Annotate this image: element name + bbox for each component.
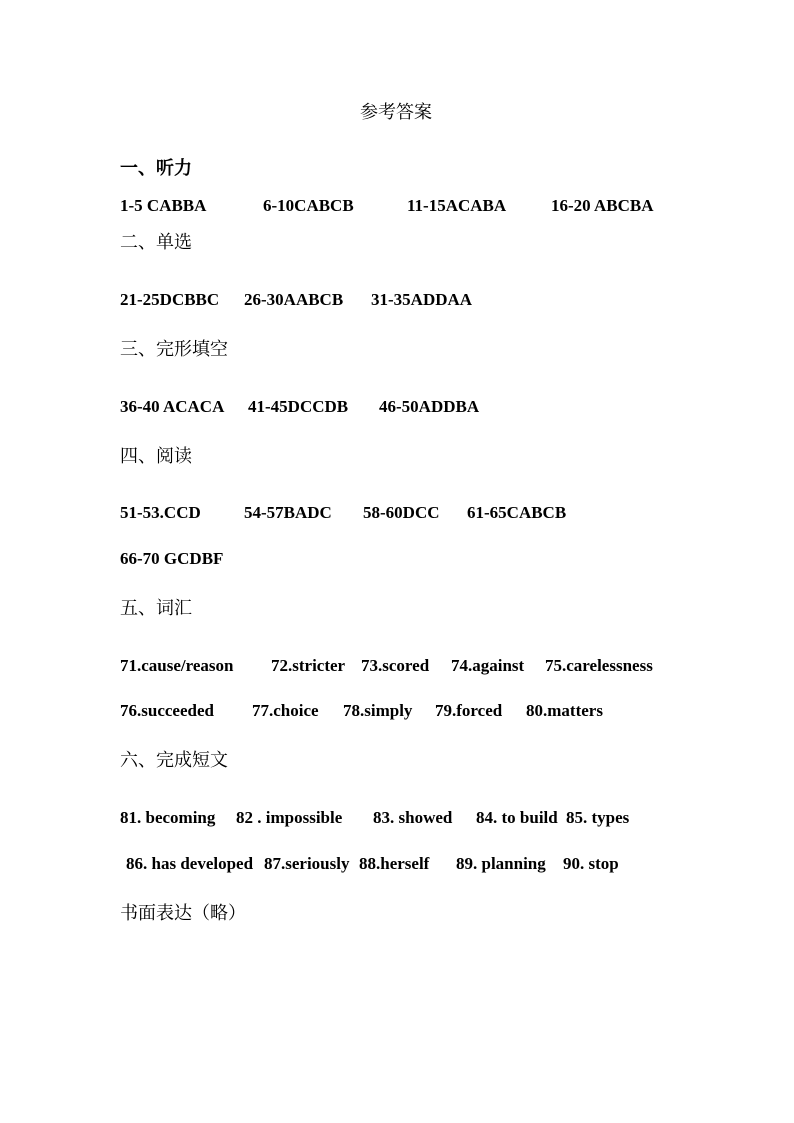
answer-item: 76.succeeded [120, 701, 214, 720]
section-heading-vocabulary: 五、词汇 [120, 598, 192, 619]
answer-item: 26-30AABCB [244, 290, 344, 309]
answer-item: 90. stop [563, 854, 619, 873]
answer-item: 66-70 GCDBF [120, 549, 224, 568]
section-heading-listening: 一、听力 [120, 158, 192, 179]
answer-item: 87.seriously [264, 854, 350, 873]
answer-item: 31-35ADDAA [371, 290, 473, 309]
answer-item: 73.scored [361, 656, 430, 675]
section-heading-cloze: 三、完形填空 [120, 339, 228, 360]
answer-item: 85. types [566, 808, 630, 827]
answer-item: 1-5 CABBA [120, 196, 207, 215]
answer-item: 80.matters [526, 701, 603, 720]
answer-item: 79.forced [435, 701, 503, 720]
answer-item: 54-57BADC [244, 503, 332, 522]
answer-item: 84. to build [476, 808, 558, 827]
answer-item: 88.herself [359, 854, 430, 873]
answer-item: 16-20 ABCBA [551, 196, 654, 215]
answer-item: 78.simply [343, 701, 413, 720]
answer-item: 75.carelessness [545, 656, 653, 675]
answer-item: 36-40 ACACA [120, 397, 225, 416]
section-heading-passage: 六、完成短文 [120, 750, 228, 771]
section-heading-reading: 四、阅读 [120, 446, 192, 467]
answer-item: 82 . impossible [236, 808, 343, 827]
answer-item: 21-25DCBBC [120, 290, 220, 309]
answer-item: 6-10CABCB [263, 196, 354, 215]
answer-item: 41-45DCCDB [248, 397, 349, 416]
answer-item: 89. planning [456, 854, 546, 873]
answer-item: 74.against [451, 656, 525, 675]
answer-item: 46-50ADDBA [379, 397, 480, 416]
answer-item: 72.stricter [271, 656, 346, 675]
answer-item: 77.choice [252, 701, 319, 720]
section-heading-single-choice: 二、单选 [120, 232, 192, 253]
answer-item: 58-60DCC [363, 503, 440, 522]
answer-item: 83. showed [373, 808, 453, 827]
answer-item: 51-53.CCD [120, 503, 201, 522]
answer-item: 86. has developed [126, 854, 254, 873]
page-title: 参考答案 [360, 102, 432, 123]
answer-item: 11-15ACABA [407, 196, 507, 215]
answer-item: 61-65CABCB [467, 503, 567, 522]
answer-item: 81. becoming [120, 808, 216, 827]
section-heading-writing: 书面表达（略） [120, 903, 246, 924]
answer-item: 71.cause/reason [120, 656, 234, 675]
